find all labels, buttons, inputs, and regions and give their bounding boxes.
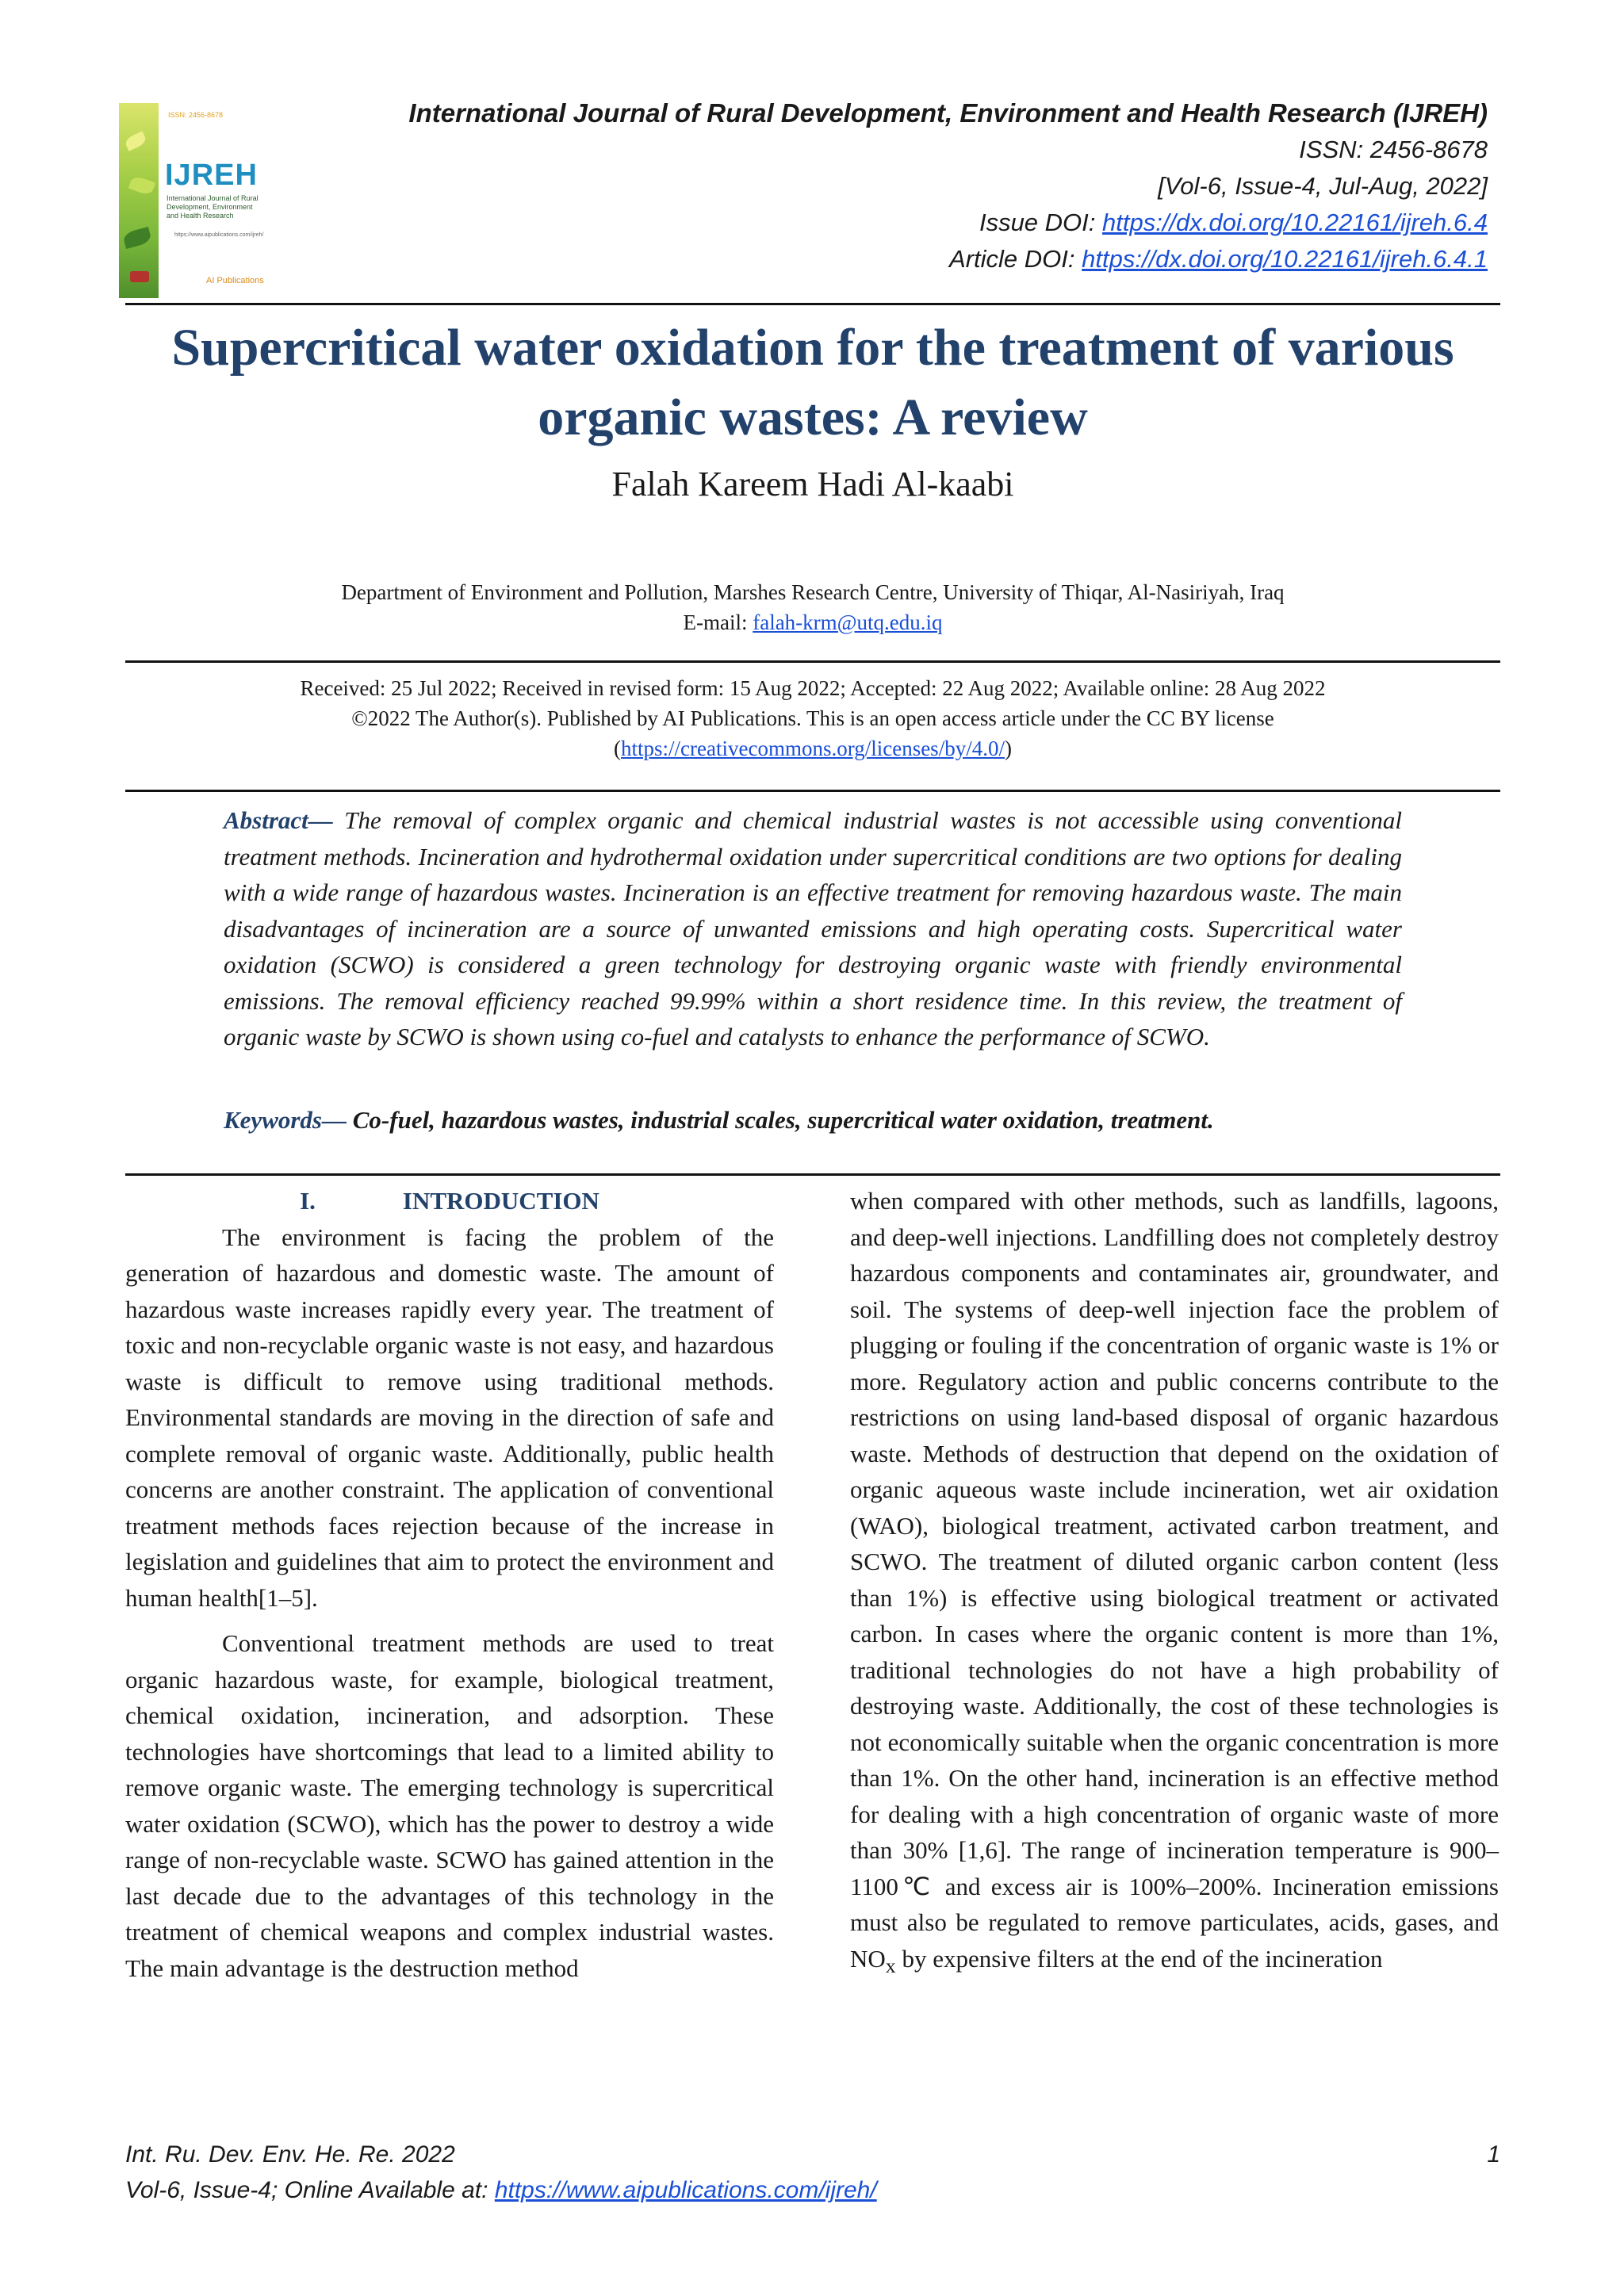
section-number: I. [300,1187,316,1215]
footer-citation: Int. Ru. Dev. Env. He. Re. 2022 [125,2141,455,2168]
journal-header [408,95,1488,277]
page-footer [125,2137,1500,2208]
abstract-text: The removal of complex organic and chemical industrial wastes is not accessible using conventional treatment methods. Incineration and hydrothermal oxidation under supercritical conditions are two options for dealing with a wide range of hazardous wastes. Incineration is an effective treatment for removing hazardous waste. The main disadvantages of incineration are a source of unwanted emissions and high operating costs. Supercritical water oxidation (SCWO) is considered a green technology for destroying organic waste with friendly environmental emissions. The removal efficiency reached 99.99% within a short residence time. In this review, the treatment of organic waste by SCWO is shown using co-fuel and catalysts to enhance the performance of SCWO. [224,806,1403,1050]
journal-name: International Journal of Rural Development, Environment and Health Research (IJREH) [408,98,1488,128]
article-title: Supercritical water oxidation for the treatment of various organic wastes: A review [171,319,1454,446]
paragraph-text: when compared with other methods, such as landfills, lagoons, and deep-well injections. Landfilling does not completely destroy hazardous components and contaminates air, groundwater, and soil. The systems of deep-well injection face the problem of plugging or fouling if the concentration of organic waste is 1% or more. Regulatory action and public concerns contribute to the restrictions on using land-based disposal of organic hazardous waste. Methods of destruction that depend on the oxidation of organic aqueous waste include incineration, wet air oxidation (WAO), biological treatment, activated carbon treatment, and SCWO. The treatment of diluted organic carbon content (less than 1%) is effective using biological treatment or activated carbon. In cases where the organic content is more than 1%, traditional technologies do not have a high probability of destroying waste. Additionally, the cost of these technologies is not economically suitable when the organic concentration is more than 1%. On the other hand, incineration is an effective method for dealing with a high concentration of organic waste of more than 30% [1,6]. The range of incineration temperature is 900–1100℃ and excess air is 100%–200%. Incineration emissions must also be regulated to remove particulates, acids, gases, and NO [850,1187,1499,1973]
author-name: Falah Kareem Hadi Al-kaabi [611,465,1014,503]
logo-url: https://www.aipublications.com/ijreh/ [174,232,264,238]
section-title: INTRODUCTION [402,1187,599,1215]
article-doi-line [408,241,1488,277]
keywords [224,1102,1402,1138]
footer-journal-link[interactable]: https://www.aipublications.com/ijreh/ [494,2177,877,2203]
email-line [125,607,1500,637]
paragraph: The environment is facing the problem of the generation of hazardous and domestic waste. The amount of hazardous waste increases rapidly every year. The treatment of toxic and non-recyclable organic waste is not easy, and hazardous waste is difficult to remove using traditional methods. Environmental standards are moving in the direction of safe and complete removal of organic waste. Additionally, public health concerns are another constraint. The application of conventional treatment methods faces rejection because of the increase in legislation and guidelines that aim to protect the environment and human health[1–5]. [125,1223,774,1612]
publication-dates: Received: 25 Jul 2022; Received in revised form: 15 Aug 2022; Accepted: 22 Aug 2022; Available online: 28 Aug 2022 [300,676,1326,700]
issue-doi-line [408,205,1488,241]
volume-info: [Vol-6, Issue-4, Jul-Aug, 2022] [1158,172,1488,200]
affiliation-block [125,577,1500,637]
tractor-icon [130,271,149,282]
issue-doi-link[interactable]: https://dx.doi.org/10.22161/ijreh.6.4 [1102,209,1488,236]
issn: ISSN: 2456-8678 [1299,136,1488,163]
license-link[interactable]: https://creativecommons.org/licenses/by/4.0/ [621,737,1005,760]
paragraph [850,1183,1499,1984]
affiliation: Department of Environment and Pollution, Marshes Research Centre, University of Thiqar, Al-Nasiriyah, Iraq [341,580,1285,604]
footer-online-label: Vol-6, Issue-4; Online Available at: [125,2177,495,2203]
article-doi-link[interactable]: https://dx.doi.org/10.22161/ijreh.6.4.1 [1082,245,1488,273]
email-link[interactable]: falah-krm@utq.edu.iq [753,610,943,634]
divider [125,790,1500,792]
right-column [850,1183,1499,1993]
subscript: x [885,1954,896,1977]
license-line: (https://creativecommons.org/licenses/by/4.0/) [614,737,1012,760]
logo-name: IJREH [165,159,258,192]
divider [125,660,1500,663]
left-column [125,1183,774,1996]
divider [125,303,1500,305]
keywords-text: Co-fuel, hazardous wastes, industrial scales, supercritical water oxidation, treatment. [352,1106,1214,1134]
footer-online-line [125,2172,1500,2208]
section-heading [125,1183,774,1219]
email-label: E-mail: [683,610,753,634]
logo-issn: ISSN: 2456-8678 [168,111,224,119]
abstract [224,802,1402,1055]
article-doi-label: Article DOI: [949,245,1082,273]
issue-doi-label: Issue DOI: [979,209,1102,236]
logo-journal-text: International Journal of Rural Development, Environment and Health Research [167,194,259,220]
keywords-label: Keywords— [224,1106,347,1134]
paragraph: Conventional treatment methods are used to treat organic hazardous waste, for example, biological treatment, chemical oxidation, incineration, and adsorption. These technologies have shortcomings that lead to a limited ability to remove organic waste. The emerging technology is supercritical water oxidation (SCWO), which has the power to destroy a wide range of non-recyclable waste. SCWO has gained attention in the last decade due to the advantages of this technology in the treatment of chemical weapons and complex industrial wastes. The main advantage is the destruction method [125,1629,774,1982]
journal-logo [119,103,268,298]
logo-publisher: AI Publications [206,276,264,285]
page-number: 1 [1487,2141,1500,2168]
paragraph-text-end: by expensive filters at the end of the incineration [895,1944,1383,1973]
publication-dates-block [125,673,1500,763]
divider [125,1173,1500,1176]
license-text: ©2022 The Author(s). Published by AI Publications. This is an open access article under the CC BY license [351,706,1274,730]
abstract-label: Abstract— [224,806,333,834]
